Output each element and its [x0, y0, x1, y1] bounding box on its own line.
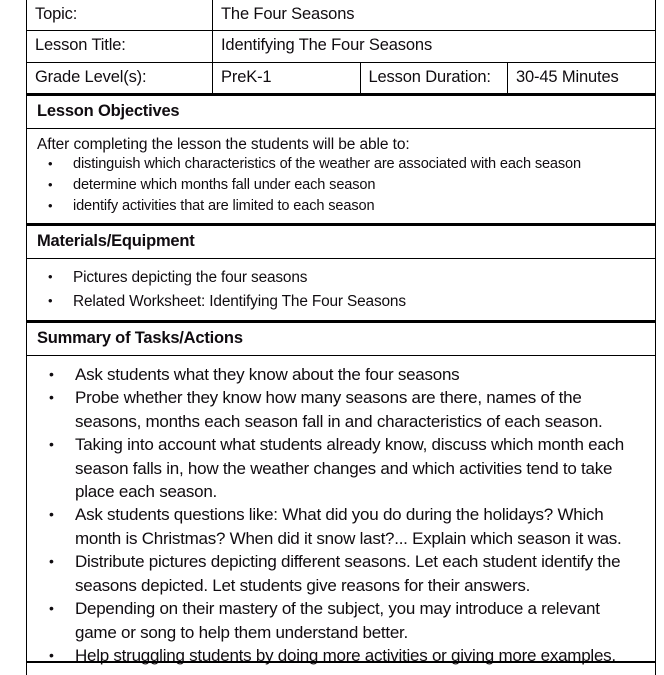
table-row-lesson-title	[27, 31, 655, 62]
list-item-text: Distribute pictures depicting different seasons. Let each student identify the seasons depicted. Let students give reasons for their answers.	[75, 552, 621, 595]
list-item	[35, 597, 645, 644]
objectives-list	[35, 154, 647, 216]
list-item-text: Taking into account what students already know, discuss which month each season falls in, how the weather changes and which activities tend to take place each season.	[75, 435, 624, 501]
lesson-duration-label: Lesson Duration:	[360, 62, 508, 93]
summary-tasks-body	[27, 356, 655, 674]
lesson-info-table	[27, 0, 655, 94]
list-item	[35, 154, 647, 175]
list-item-text: Depending on their mastery of the subject, you may introduce a relevant game or song to help them understand better.	[75, 599, 600, 642]
topic-label: Topic:	[27, 0, 213, 31]
bullet-icon: •	[49, 506, 54, 523]
lesson-title-label: Lesson Title:	[27, 31, 213, 62]
bullet-icon: •	[48, 156, 53, 172]
table-row-topic	[27, 0, 655, 31]
list-item-text: Ask students what they know about the four seasons	[75, 364, 460, 384]
grade-level-value: PreK-1	[213, 62, 361, 93]
objectives-intro: After completing the lesson the students will be able to:	[37, 135, 410, 153]
list-item	[35, 503, 645, 550]
list-item-text: Related Worksheet: Identifying The Four Seasons	[73, 292, 406, 310]
list-item-text: Ask students questions like: What did you do during the holidays? Which month is Christmas? When did it snow last?... Explain which season it was.	[75, 505, 622, 548]
grade-level-label: Grade Level(s):	[27, 62, 213, 93]
bullet-icon: •	[48, 177, 53, 193]
list-item	[35, 196, 647, 217]
summary-tasks-list	[35, 363, 645, 668]
bullet-icon: •	[49, 365, 54, 382]
list-item	[35, 266, 647, 289]
list-item	[35, 550, 645, 597]
section-header-summary-of-tasks: Summary of Tasks/Actions	[27, 321, 655, 356]
section-header-materials-equipment: Materials/Equipment	[27, 224, 655, 259]
bullet-icon: •	[48, 269, 53, 285]
list-item	[35, 363, 645, 386]
list-item	[35, 433, 645, 503]
topic-value: The Four Seasons	[213, 0, 656, 31]
table-row-grade-level	[27, 62, 655, 93]
lesson-title-value: Identifying The Four Seasons	[213, 31, 656, 62]
bullet-icon: •	[49, 389, 54, 406]
list-item	[35, 386, 645, 433]
list-item	[35, 175, 647, 196]
bullet-icon: •	[49, 436, 54, 453]
list-item-text: determine which months fall under each season	[73, 177, 376, 194]
list-item-text: identify activities that are limited to each season	[73, 197, 375, 214]
list-item-text: Probe whether they know how many seasons are there, names of the seasons, months each season fall in and characteristics of each season.	[75, 388, 603, 431]
lesson-objectives-body	[27, 129, 655, 225]
bullet-icon: •	[49, 647, 54, 664]
list-item-text: Pictures depicting the four seasons	[73, 269, 308, 287]
list-item-text: Help struggling students by doing more activities or giving more examples.	[75, 646, 616, 666]
list-item-text: distinguish which characteristics of the weather are associated with each season	[73, 156, 581, 173]
bullet-icon: •	[49, 600, 54, 617]
materials-list	[35, 266, 647, 312]
bullet-icon: •	[48, 197, 53, 213]
lesson-duration-value: 30-45 Minutes	[508, 62, 656, 93]
bullet-icon: •	[49, 553, 54, 570]
section-header-lesson-objectives: Lesson Objectives	[27, 94, 655, 129]
lesson-plan-table	[26, 0, 656, 674]
materials-equipment-body	[27, 259, 655, 320]
bullet-icon: •	[48, 292, 53, 308]
list-item	[35, 290, 647, 313]
next-section-partial	[26, 661, 656, 675]
